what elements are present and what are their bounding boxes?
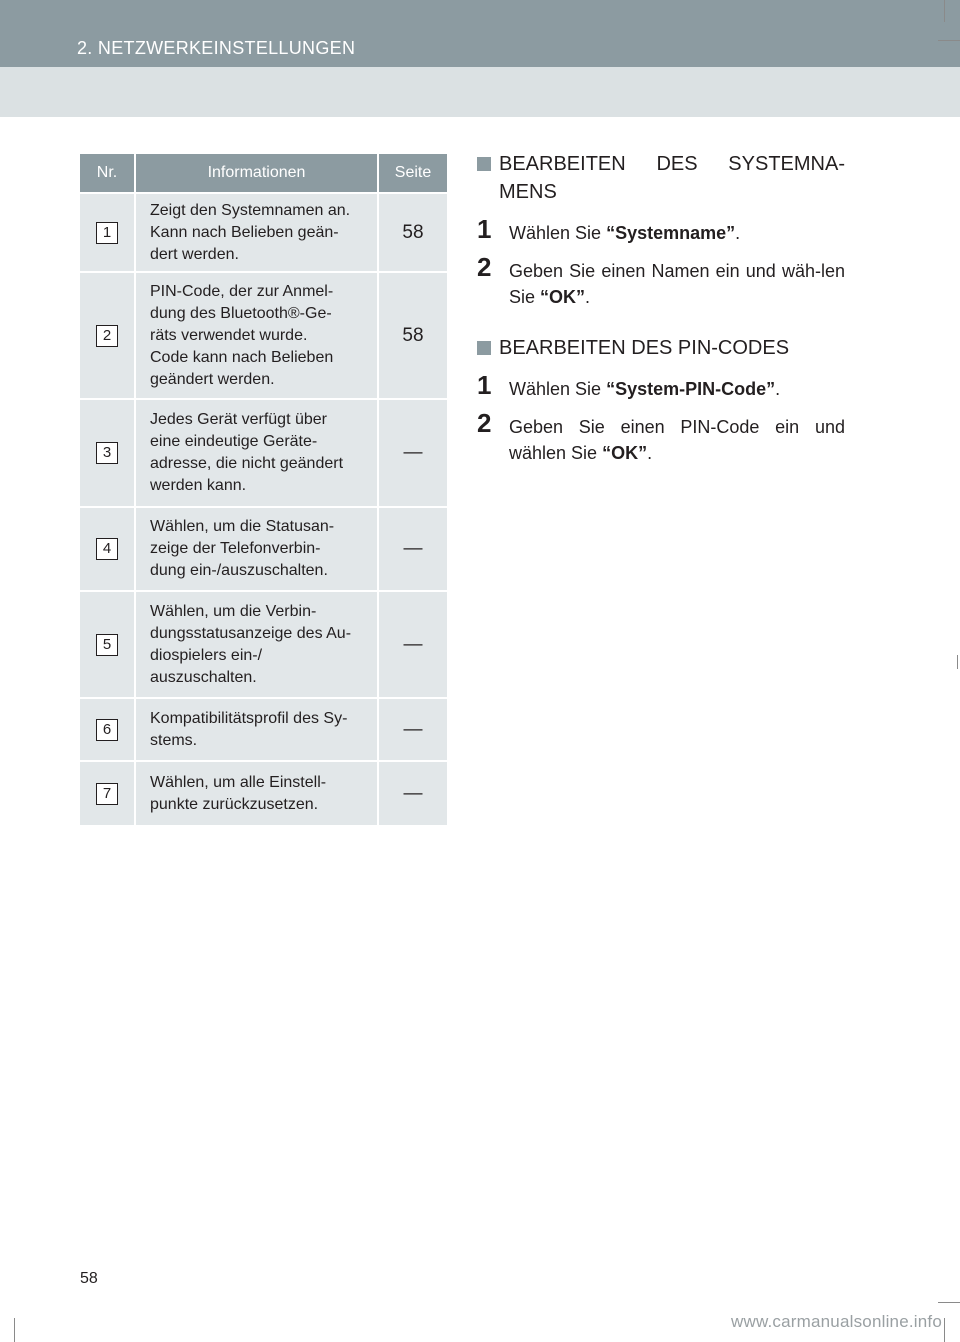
crop-mark xyxy=(957,655,958,669)
row-page: — xyxy=(378,507,447,591)
row-page: — xyxy=(378,399,447,507)
row-page: — xyxy=(378,698,447,761)
step-item: 2 Geben Sie einen PIN-Code ein und wählen Sie “OK”. xyxy=(477,408,845,463)
step-term: “OK” xyxy=(602,443,648,463)
table-row xyxy=(80,698,447,761)
section-heading: BEARBEITEN DES SYSTEMNA-MENS xyxy=(477,150,845,206)
row-info: PIN-Code, der zur Anmel- dung des Bluetooth®-Ge- räts verwendet wurde. Code kann nach Belieben geändert werden. xyxy=(135,272,378,399)
step-term: “Systemname” xyxy=(606,223,736,243)
header-bar xyxy=(0,0,960,67)
row-page: 58 xyxy=(378,272,447,399)
table-row xyxy=(80,761,447,825)
row-info: Jedes Gerät verfügt über eine eindeutige Geräte- adresse, die nicht geändert werden kann. xyxy=(135,399,378,507)
row-number: 2 xyxy=(96,325,118,347)
row-number: 4 xyxy=(96,538,118,560)
table-row xyxy=(80,591,447,698)
step-item: 2 Geben Sie einen Namen ein und wäh-len Sie “OK”. xyxy=(477,252,845,307)
column-header-info: Informationen xyxy=(135,154,378,193)
step-item: 1 Wählen Sie “System-PIN-Code”. xyxy=(477,370,781,400)
row-info: Wählen, um die Verbin- dungsstatusanzeige des Au- diospielers ein-/ auszuschalten. xyxy=(135,591,378,698)
row-info: Zeigt den Systemnamen an. Kann nach Belieben geän- dert werden. xyxy=(135,193,378,272)
crop-mark xyxy=(938,40,960,41)
crop-mark xyxy=(944,0,945,22)
step-number: 2 xyxy=(477,252,492,282)
row-number: 1 xyxy=(96,222,118,244)
row-info: Wählen, um alle Einstell- punkte zurückzusetzen. xyxy=(135,761,378,825)
page-number: 58 xyxy=(80,1270,98,1287)
instructions-column xyxy=(477,150,845,466)
table-row xyxy=(80,272,447,399)
table-row xyxy=(80,399,447,507)
table-row xyxy=(80,193,447,272)
step-term: “System-PIN-Code” xyxy=(606,379,776,399)
column-header-page: Seite xyxy=(378,154,447,193)
section-edit-system-name xyxy=(477,150,845,310)
section-heading: BEARBEITEN DES PIN-CODES xyxy=(477,334,845,362)
row-number: 5 xyxy=(96,634,118,656)
row-info: Wählen, um die Statusan- zeige der Telefonverbin- dung ein-/auszuschalten. xyxy=(135,507,378,591)
table-header-row xyxy=(80,154,447,193)
table-row xyxy=(80,507,447,591)
row-number: 3 xyxy=(96,442,118,464)
row-info: Kompatibilitätsprofil des Sy- stems. xyxy=(135,698,378,761)
step-number: 2 xyxy=(477,408,492,438)
crop-mark xyxy=(938,1302,960,1303)
section-edit-pin-code xyxy=(477,334,845,466)
square-bullet-icon xyxy=(477,341,491,355)
step-item: 1 Wählen Sie “Systemname”. xyxy=(477,214,741,244)
step-number: 1 xyxy=(477,370,492,400)
step-number: 1 xyxy=(477,214,492,244)
crop-mark xyxy=(944,1318,945,1342)
row-number: 7 xyxy=(96,783,118,805)
row-page: — xyxy=(378,761,447,825)
row-number: 6 xyxy=(96,719,118,741)
square-bullet-icon xyxy=(477,157,491,171)
info-table xyxy=(80,154,447,825)
chapter-title: 2. NETZWERKEINSTELLUNGEN xyxy=(77,38,356,58)
row-page: 58 xyxy=(378,193,447,272)
header-band xyxy=(0,67,960,117)
step-term: “OK” xyxy=(540,287,586,307)
column-header-nr: Nr. xyxy=(80,154,135,193)
crop-mark xyxy=(14,1318,15,1342)
row-page: — xyxy=(378,591,447,698)
watermark-link[interactable]: www.carmanualsonline.info xyxy=(731,1312,942,1331)
